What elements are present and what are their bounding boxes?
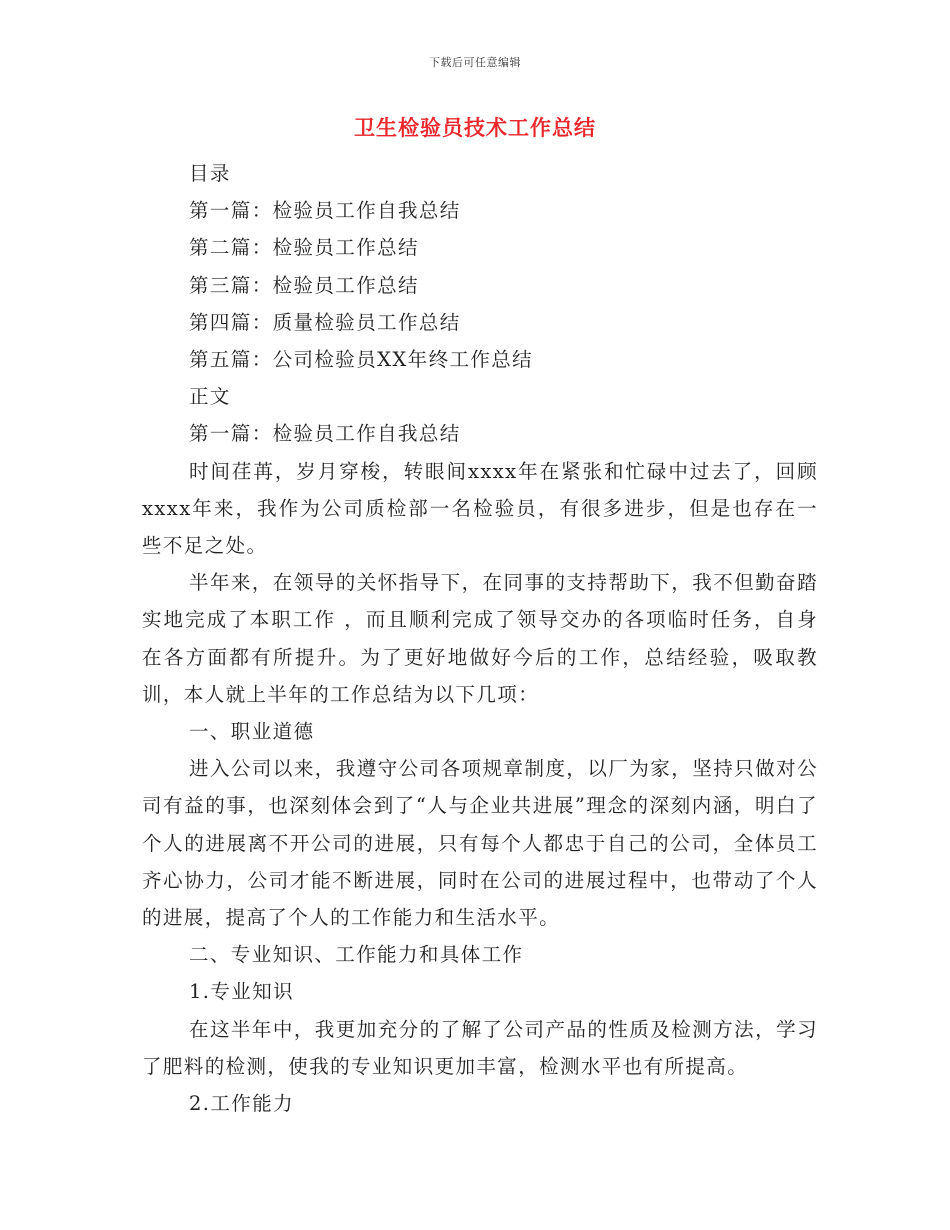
page-header-note: 下载后可任意编辑 bbox=[429, 56, 521, 69]
paragraph: 半年来，在领导的关怀指导下，在同事的支持帮助下，我不但勤奋踏实地完成了本职工作 ，而且顺利完成了领导交办的各项临时任务，自身在各方面都有所提升。为了更好地做好今后的工作，总结经验，吸取教训，本人就上半年的工作总结为以下几项： bbox=[142, 571, 818, 706]
body-heading: 正文 bbox=[189, 385, 231, 409]
toc-item: 第二篇：检验员工作总结 bbox=[189, 236, 419, 260]
toc-item: 第五篇：公司检验员XX年终工作总结 bbox=[189, 347, 534, 371]
toc-item: 第一篇：检验员工作自我总结 bbox=[189, 199, 461, 223]
subheading: 1.专业知识 bbox=[189, 980, 295, 1004]
subheading: 一、职业道德 bbox=[189, 719, 315, 743]
toc-heading: 目录 bbox=[189, 162, 231, 185]
paragraph: 在这半年中，我更加充分的了解了公司产品的性质及检测方法，学习了肥料的检测，使我的专业知识更加丰富，检测水平也有所提高。 bbox=[142, 1017, 818, 1078]
paragraph: 时间荏苒，岁月穿梭，转眼间xxxx年在紧张和忙碌中过去了，回顾xxxx年来，我作为公司质检部一名检验员，有很多进步，但是也存在一些不足之处。 bbox=[142, 459, 818, 557]
paragraph: 进入公司以来，我遵守公司各项规章制度，以厂为家，坚持只做对公司有益的事，也深刻体会到了“人与企业共进展”理念的深刻内涵，明白了个人的进展离不开公司的进展，只有每个人都忠于自己的公司，全体员工齐心协力，公司才能不断进展，同时在公司的进展过程中，也带动了个人的进展，提高了个人的工作能力和生活水平。 bbox=[142, 757, 818, 929]
document-title: 卫生检验员技术工作总结 bbox=[354, 116, 596, 140]
subheading: 2.工作能力 bbox=[189, 1091, 295, 1115]
subheading: 二、专业知识、工作能力和具体工作 bbox=[189, 943, 524, 967]
document-body bbox=[142, 155, 818, 1122]
toc-item: 第三篇：检验员工作总结 bbox=[189, 273, 419, 297]
section-title: 第一篇：检验员工作自我总结 bbox=[189, 422, 461, 446]
toc-item: 第四篇：质量检验员工作总结 bbox=[189, 310, 461, 334]
